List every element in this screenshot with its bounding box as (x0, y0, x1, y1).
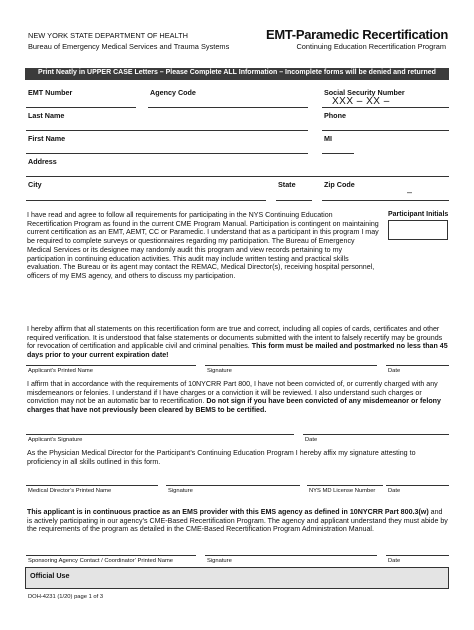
state-label: State (278, 180, 296, 189)
medical-director-printed-name-label: Medical Director’s Printed Name (28, 488, 112, 494)
medical-director-signature-field[interactable] (166, 485, 300, 486)
applicant-printed-name-label: Applicant’s Printed Name (28, 368, 93, 374)
mi-label: MI (324, 134, 332, 143)
affirmation-paragraph (27, 325, 449, 360)
mailing-deadline-notice: This form must be mailed and postmarked no less than 45 days prior to your current expiration date! (27, 342, 448, 360)
first-name-label: First Name (28, 134, 66, 143)
agency-text: and is actively participating in our agency’s CME-Based Recertification Program. The agency and applicant understand they must abide by the requirements of the program as detailed in the CME-Based Recertification Program Administration Manual. (27, 508, 448, 534)
medical-director-signature-label: Signature (168, 488, 193, 494)
applicant-date-label: Date (388, 368, 401, 374)
form-footer: DOH-4231 (1/20) page 1 of 3 (28, 594, 104, 600)
applicant-signature-label: Signature (207, 368, 232, 374)
phone-field[interactable] (322, 130, 449, 131)
participant-initials-label: Participant Initials (388, 211, 449, 218)
mi-field[interactable] (322, 153, 354, 154)
applicant-signature-2-field[interactable] (26, 434, 294, 435)
official-use-box (25, 567, 449, 589)
department-name: NEW YORK STATE DEPARTMENT OF HEALTH (28, 31, 189, 40)
conviction-text: I affirm that in accordance with the requirements of 10NYCRR Part 800, I have not been convicted of, or currently charged with any misdemeanors or felonies. I understand if I have charges or a conviction it will be reviewed. I also understand such charges or conviction may not be an automatic bar to recertification. (27, 380, 438, 406)
applicant-date-2-field[interactable] (303, 434, 449, 435)
official-use-label: Official Use (30, 571, 70, 580)
city-label: City (28, 180, 42, 189)
agency-code-label: Agency Code (150, 88, 196, 97)
phone-label: Phone (324, 111, 346, 120)
medical-director-paragraph: As the Physician Medical Director for the Participant’s Continuing Education Program I hereby affix my signature attesting to proficiency in all skills outlined in this form. (27, 449, 416, 466)
city-field[interactable] (26, 200, 266, 201)
agency-contact-date-field[interactable] (386, 555, 449, 556)
md-license-number-field[interactable] (307, 485, 383, 486)
last-name-field[interactable] (26, 130, 308, 131)
instructions-banner: Print Neatly in UPPER CASE Letters – Please Complete ALL Information – Incomplete forms will be denied and returned (25, 68, 449, 80)
agency-contact-printed-name-field[interactable] (26, 555, 196, 556)
participant-initials-box[interactable] (388, 220, 448, 240)
continuous-practice-statement: This applicant is in continuous practice as an EMS provider with this EMS agency as defined in 10NYCRR Part 800.3(w) (27, 508, 429, 516)
agency-contact-printed-name-label: Sponsoring Agency Contact / Coordinator’ Printed Name (28, 558, 174, 564)
bureau-name: Bureau of Emergency Medical Services and Trauma Systems (28, 42, 230, 51)
applicant-date-field[interactable] (386, 365, 449, 366)
md-license-number-label: NYS MD License Number (309, 488, 376, 494)
do-not-sign-warning: Do not sign if you have been convicted of any misdemeanor or felony charges that have not previously been cleared by BEMS to be certified. (27, 397, 441, 415)
applicant-signature-2-label: Applicant’s Signature (28, 437, 83, 443)
agency-contact-signature-label: Signature (207, 558, 232, 564)
medical-director-date-label: Date (388, 488, 401, 494)
ssn-field[interactable] (322, 107, 449, 108)
form-title: EMT-Paramedic Recertification (265, 27, 448, 42)
state-field[interactable] (276, 200, 312, 201)
ssn-mask: XXX – XX – (332, 96, 390, 107)
agreement-paragraph: I have read and agree to follow all requirements for participating in the NYS Continuing Education Recertification Program as found in the current CME Program Manual. Participation is contingent on maintaining current certification as an EMT, AEMT, CC or Paramedic. I understand that as a participant in this program I may be required to complete surveys or questionnaires regarding my participation. The Bureau of Emergency Medical Services or its designee may randomly audit this program and view records pertaining to my participation in continuing education activities. This audit may include written testing and practical skills evaluation. The Bureau or its agent may contact the REMAC, Medical Director(s), receiving hospital personnel, officers of my EMS agency, and others to discuss my participation. (27, 211, 379, 280)
agency-paragraph (27, 508, 449, 534)
emt-number-label: EMT Number (28, 88, 73, 97)
affirmation-text: I hereby affirm that all statements on this recertification form are true and correct, including all copies of cards, certificates and other required verification. It is understood that false statements or documents submitted with the intent to falsely recertify may be grounds for revocation of certification and applicable civil and criminal penalties. (27, 325, 443, 351)
applicant-printed-name-field[interactable] (26, 365, 196, 366)
form-subtitle: Continuing Education Recertification Program (296, 42, 446, 51)
agency-code-field[interactable] (148, 107, 308, 108)
first-name-field[interactable] (26, 153, 308, 154)
zip-code-field[interactable] (322, 200, 449, 201)
agency-contact-signature-field[interactable] (205, 555, 377, 556)
emt-number-field[interactable] (26, 107, 136, 108)
zip-dash: – (407, 187, 413, 197)
address-label: Address (28, 157, 57, 166)
applicant-signature-field[interactable] (205, 365, 377, 366)
medical-director-date-field[interactable] (386, 485, 449, 486)
medical-director-printed-name-field[interactable] (26, 485, 158, 486)
address-field[interactable] (26, 176, 449, 177)
applicant-date-2-label: Date (305, 437, 318, 443)
conviction-paragraph (27, 380, 449, 415)
last-name-label: Last Name (28, 111, 65, 120)
ssn-label: Social Security Number (324, 88, 405, 97)
zip-code-label: Zip Code (324, 180, 355, 189)
agency-contact-date-label: Date (388, 558, 401, 564)
